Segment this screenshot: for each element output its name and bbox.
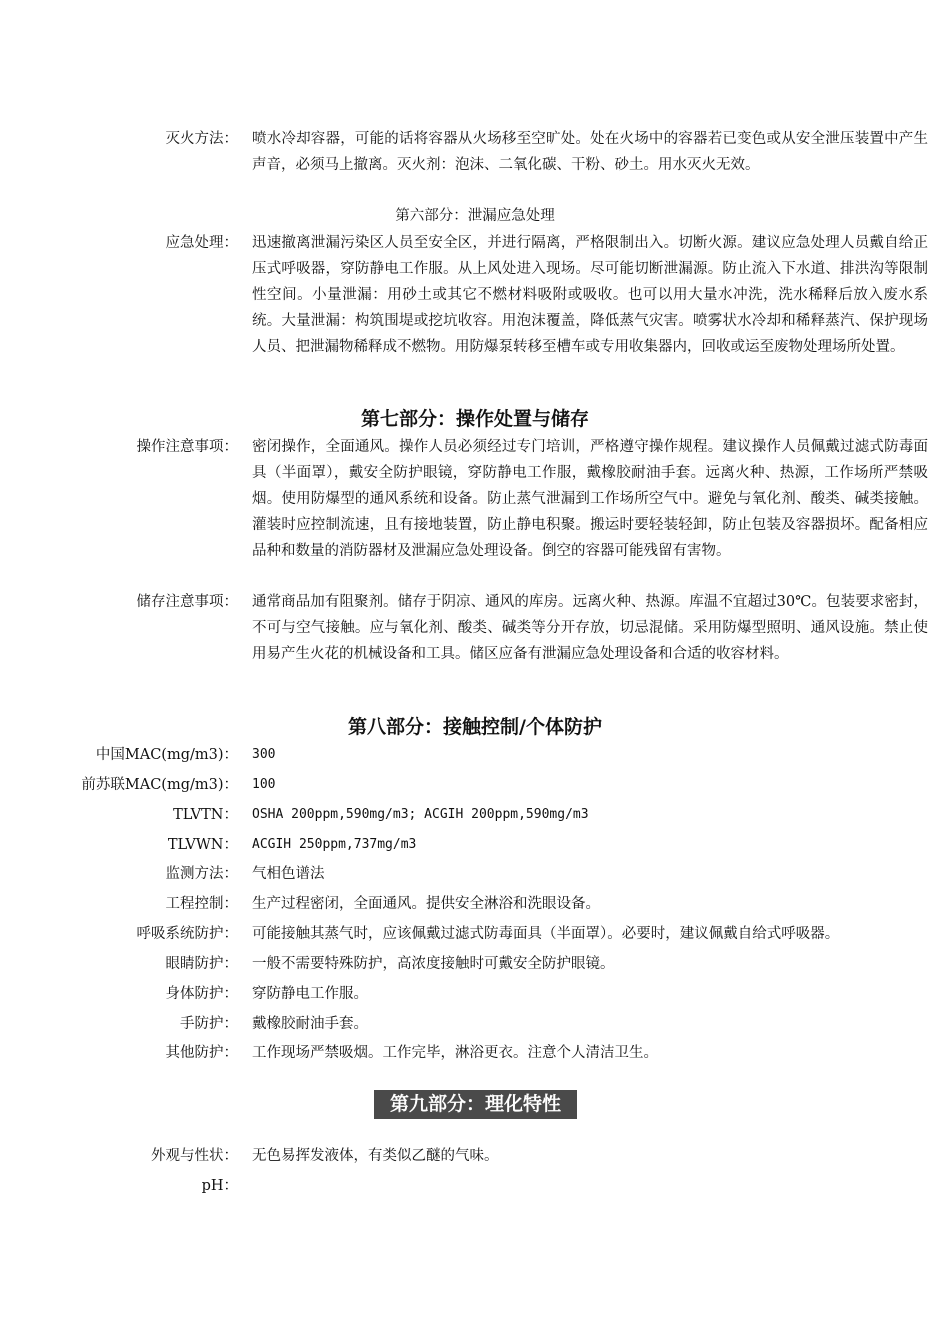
section-9-title-box: [374, 1090, 577, 1119]
exposure-value: 生产过程密闭，全面通风。提供安全淋浴和洗眼设备。: [252, 896, 600, 912]
exposure-label: 监测方法：: [165, 866, 238, 882]
exposure-label: 工程控制：: [165, 896, 238, 912]
appearance-text: 无色易挥发液体，有类似乙醚的气味。: [252, 1148, 499, 1164]
ph-label: pH：: [201, 1178, 238, 1194]
handling-label: 操作注意事项：: [136, 439, 238, 455]
handling-text: 密闭操作，全面通风。操作人员必须经过专门培训，严格遵守操作规程。建议操作人员佩戴过滤式防毒面具（半面罩），戴安全防护眼镜，穿防静电工作服，戴橡胶耐油手套。远离火种、热源，工作场所严禁吸烟。使用防爆型的通风系统和设备。防止蒸气泄漏到工作场所空气中。避免与氧化剂、酸类、碱类接触。灌装时应控制流速，且有接地装置，防止静电积聚。搬运时要轻装轻卸，防止包装及容器损坏。配备相应品种和数量的消防器材及泄漏应急处理设备。倒空的容器可能残留有害物。: [252, 439, 928, 559]
section-9-title: 第九部分：理化特性: [389, 1093, 561, 1115]
exposure-label: 中国MAC(mg/m3)：: [95, 747, 238, 763]
exposure-value: 穿防静电工作服。: [252, 986, 368, 1002]
exposure-label: 身体防护：: [165, 986, 238, 1002]
section-7-title: 第七部分：操作处置与储存: [360, 408, 589, 430]
exposure-value: 工作现场严禁吸烟。工作完毕，淋浴更衣。注意个人清洁卫生。: [252, 1045, 658, 1061]
exposure-value: 一般不需要特殊防护，高浓度接触时可戴安全防护眼镜。: [252, 956, 615, 972]
exposure-value: 戴橡胶耐油手套。: [252, 1016, 368, 1032]
emergency-label: 应急处理：: [165, 235, 238, 251]
exposure-value: 可能接触其蒸气时，应该佩戴过滤式防毒面具（半面罩）。必要时，建议佩戴自给式呼吸器。: [252, 926, 840, 942]
section-8-title: 第八部分：接触控制/个体防护: [348, 716, 602, 738]
storage-label: 储存注意事项：: [136, 594, 238, 610]
fire-fighting-text: 喷水冷却容器，可能的话将容器从火场移至空旷处。处在火场中的容器若已变色或从安全泄压装置中产生声音，必须马上撤离。灭火剂：泡沫、二氧化碳、干粉、砂土。用水灭火无效。: [252, 131, 928, 173]
exposure-value: 气相色谱法: [252, 866, 325, 882]
storage-text: 通常商品加有阻聚剂。储存于阴凉、通风的库房。远离火种、热源。库温不宜超过30℃。包装要求密封，不可与空气接触。应与氧化剂、酸类、碱类等分开存放，切忌混储。采用防爆型照明、通风设施。禁止使用易产生火花的机械设备和工具。储区应备有泄漏应急处理设备和合适的收容材料。: [252, 594, 928, 662]
exposure-label: 前苏联MAC(mg/m3)：: [81, 777, 238, 793]
section-6-title: 第六部分：泄漏应急处理: [395, 208, 555, 224]
fire-fighting-label: 灭火方法：: [165, 131, 238, 147]
exposure-label: 呼吸系统防护：: [136, 926, 238, 942]
exposure-label: TLVWN：: [167, 837, 238, 853]
exposure-value: ACGIH 250ppm,737mg/m3: [252, 837, 417, 852]
exposure-label: TLVTN：: [173, 807, 238, 823]
exposure-value: OSHA 200ppm,590mg/m3; ACGIH 200ppm,590mg/m3: [252, 807, 589, 822]
exposure-label: 其他防护：: [165, 1045, 238, 1061]
exposure-value: 300: [252, 747, 276, 762]
emergency-text: 迅速撤离泄漏污染区人员至安全区，并进行隔离，严格限制出入。切断火源。建议应急处理人员戴自给正压式呼吸器，穿防静电工作服。从上风处进入现场。尽可能切断泄漏源。防止流入下水道、排洪沟等限制性空间。小量泄漏：用砂土或其它不燃材料吸附或吸收。也可以用大量水冲洗，洗水稀释后放入废水系统。大量泄漏：构筑围堤或挖坑收容。用泡沫覆盖，降低蒸气灾害。喷雾状水冷却和稀释蒸汽、保护现场人员、把泄漏物稀释成不燃物。用防爆泵转移至槽车或专用收集器内，回收或运至废物处理场所处置。: [252, 235, 928, 355]
exposure-value: 100: [252, 777, 276, 792]
appearance-label: 外观与性状：: [151, 1148, 238, 1164]
exposure-label: 手防护：: [180, 1016, 238, 1032]
exposure-label: 眼睛防护：: [165, 956, 238, 972]
